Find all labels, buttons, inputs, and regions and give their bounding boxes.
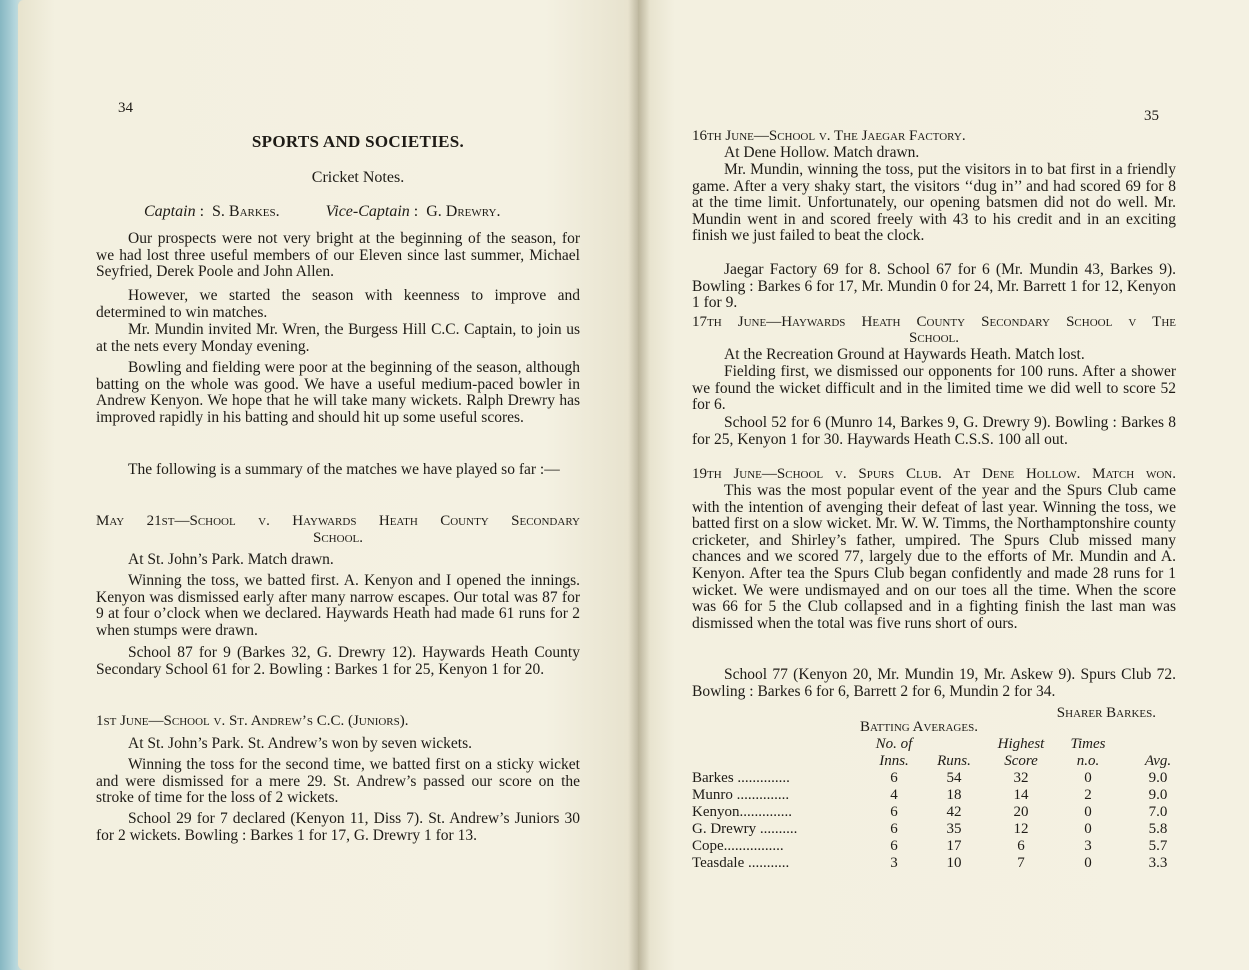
batting-averages-table [692,736,1198,872]
average-cell: 5.7 [1148,838,1168,854]
not-out-cell: 3 [1084,838,1092,854]
runs-cell: 18 [946,787,962,803]
not-out-cell: 0 [1084,821,1092,837]
left-page [18,0,638,970]
table-row [692,804,1198,821]
captain-name: S. Barkes. [212,203,280,220]
table-header-top [692,736,1198,753]
player-name: Kenyon.............. [692,804,792,820]
match1-venue: At St. John’s Park. Match drawn. [128,551,334,568]
book-gutter-shadow [628,0,650,970]
vice-captain-label: Vice-Captain [325,203,410,220]
average-cell: 7.0 [1148,804,1168,820]
average-cell: 9.0 [1148,770,1168,786]
highest-score-cell: 12 [1013,821,1029,837]
highest-score-cell: 6 [1017,838,1025,854]
paragraph-nets: Mr. Mundin invited Mr. Wren, the Burgess Hill C.C. Captain, to join us at the nets every Monday evening. [96,321,580,355]
match1-title-cont: School. [313,530,363,546]
average-cell: 3.3 [1148,855,1168,871]
match1-report: Winning the toss, we batted first. A. Kenyon and I opened the innings. Kenyon was dismissed early after many narrow escapes. Our total was 87 for 9 at four o’clock when we declared. Haywards Heath had made 61 runs for 2 when stumps were drawn. [96,572,580,639]
page-number-right: 35 [1144,108,1159,124]
paragraph-summary-intro: The following is a summary of the matches we have played so far :— [128,461,560,478]
not-out-cell: 0 [1084,770,1092,786]
match1-title: May 21st—School v. Haywards Heath County Secondary [96,513,580,529]
paragraph-prospects: Our prospects were not very bright at the beginning of the season, for we had lost three useful members of our Eleven since last summer, Michael Seyfried, Derek Poole and John Allen. [96,230,580,281]
match4-title-cont: School. [909,330,959,346]
innings-cell: 6 [890,821,898,837]
match4-title: 17th June—Haywards Heath County Secondary School v The [692,314,1176,330]
match3-score: Jaegar Factory 69 for 8. School 67 for 6 (Mr. Mundin 43, Barkes 9). Bowling : Barkes 6 for 17, Mr. Mundin 0 for 24, Mr. Barrett 1 for 12, Kenyon 1 for 9. [692,261,1176,312]
table-row [692,787,1198,804]
match3-venue: At Dene Hollow. Match drawn. [724,144,920,161]
runs-cell: 42 [946,804,962,820]
player-name: Munro .............. [692,787,790,803]
runs-cell: 17 [946,838,962,854]
match4-score: School 52 for 6 (Munro 14, Barkes 9, G. Drewry 9). Bowling : Barkes 8 for 25, Kenyon 1 for 30. Haywards Heath C.S.S. 100 all out. [692,414,1176,448]
batting-averages-title: Batting Averages. [860,719,978,735]
not-out-cell: 0 [1084,855,1092,871]
highest-score-cell: 32 [1013,770,1029,786]
player-name: Teasdale ........... [692,855,790,871]
header-cell: n.o. [1076,753,1100,769]
paragraph-keenness: However, we started the season with keenness to improve and determined to win matches. [96,287,580,321]
innings-cell: 6 [890,770,898,786]
header-cell: Times [1070,736,1106,752]
section-heading: SPORTS AND SOCIETIES. [251,132,465,151]
header-cell: Inns. [879,753,909,769]
highest-score-cell: 14 [1013,787,1029,803]
table-row [692,855,1198,872]
not-out-cell: 0 [1084,804,1092,820]
runs-cell: 35 [946,821,962,837]
cricket-notes-subheading: Cricket Notes. [311,169,405,186]
report-signature: Sharer Barkes. [1056,705,1156,721]
match5-title: 19th June—School v. Spurs Club. At Dene Hollow. Match won. [692,466,1176,482]
innings-cell: 3 [890,855,898,871]
paragraph-bowling: Bowling and fielding were poor at the beginning of the season, although batting on the whole was good. We have a useful medium-paced bowler in Andrew Kenyon. We hope that he will take many wickets. Ralph Drewry has improved rapidly in his batting and should hit up some useful scores. [96,359,580,426]
page-number-left: 34 [118,100,133,116]
header-cell: Runs. [937,753,971,769]
player-name: Cope................ [692,838,784,854]
runs-cell: 54 [946,770,962,786]
match5-score: School 77 (Kenyon 20, Mr. Mundin 19, Mr. Askew 9). Spurs Club 72. Bowling : Barkes 6 for 6, Barrett 2 for 6, Mundin 2 for 34. [692,666,1176,700]
innings-cell: 4 [890,787,898,803]
match4-report: Fielding first, we dismissed our opponents for 100 runs. After a shower we found the wicket difficult and in the limited time we did well to score 52 for 6. [692,363,1176,414]
match1-score: School 87 for 9 (Barkes 32, G. Drewry 12). Haywards Heath County Secondary School 61 for 2. Bowling : Barkes 1 for 25, Kenyon 1 for 20. [96,644,580,678]
header-cell: No. of [875,736,913,752]
player-name: G. Drewry .......... [692,821,798,837]
innings-cell: 6 [890,804,898,820]
match3-title: 16th June—School v. The Jaegar Factory. [692,128,966,144]
match2-venue: At St. John’s Park. St. Andrew’s won by seven wickets. [128,735,473,752]
header-cell [924,736,984,753]
player-name: Barkes .............. [692,770,790,786]
match5-report: This was the most popular event of the year and the Spurs Club came with the intention of avenging their defeat of last year. Winning the toss, we batted first on a slow wicket. Mr. W. W. Timms, the Northamptonshire county cricketer, and Shirley’s father, umpired. The Spurs Club missed many chances and we scored 77, largely due to the efforts of Mr. Mundin and A. Kenyon. After tea the Spurs Club began confidently and made 28 runs for 1 wicket. We were undismayed and on our toes all the time. When the score was 66 for 5 the Club collapsed and in a fighting finish the last man was dismissed when the total was five runs short of ours. [692,482,1176,632]
header-cell [1118,736,1198,753]
average-cell: 5.8 [1148,821,1168,837]
runs-cell: 10 [946,855,962,871]
average-cell: 9.0 [1148,787,1168,803]
header-cell: Avg. [1144,753,1172,769]
not-out-cell: 2 [1084,787,1092,803]
table-header-bottom [692,753,1198,770]
match2-title: 1st June—School v. St. Andrew’s C.C. (Juniors). [96,713,409,729]
match2-report: Winning the toss for the second time, we batted first on a sticky wicket and were dismissed for a mere 29. St. Andrew’s passed our score on the stroke of time for the loss of 2 wickets. [96,756,580,807]
table-row [692,770,1198,787]
header-cell: Score [1004,753,1038,769]
match2-score: School 29 for 7 declared (Kenyon 11, Diss 7). St. Andrew’s Juniors 30 for 2 wickets. Bowling : Barkes 1 for 17, G. Drewry 1 for 13. [96,810,580,844]
match4-venue: At the Recreation Ground at Haywards Heath. Match lost. [724,346,1085,363]
captain-label: Captain [144,203,196,220]
innings-cell: 6 [890,838,898,854]
right-page [638,0,1249,970]
table-row [692,838,1198,855]
captains-line: Captain : S. Barkes. Vice-Captain : G. Drewry. [144,203,501,220]
header-cell: Highest [997,736,1045,752]
highest-score-cell: 7 [1017,855,1025,871]
vice-captain-name: G. Drewry. [426,203,501,220]
match3-report: Mr. Mundin, winning the toss, put the visitors in to bat first in a friendly game. After a very shaky start, the visitors ‘‘dug in’’ and had scored 69 for 8 at the time limit. Unfortunately, our opening batsmen did not do well. Mr. Mundin went in and scored freely with 43 to his credit and in an exciting finish we just failed to beat the clock. [692,161,1176,245]
highest-score-cell: 20 [1013,804,1029,820]
table-row [692,821,1198,838]
